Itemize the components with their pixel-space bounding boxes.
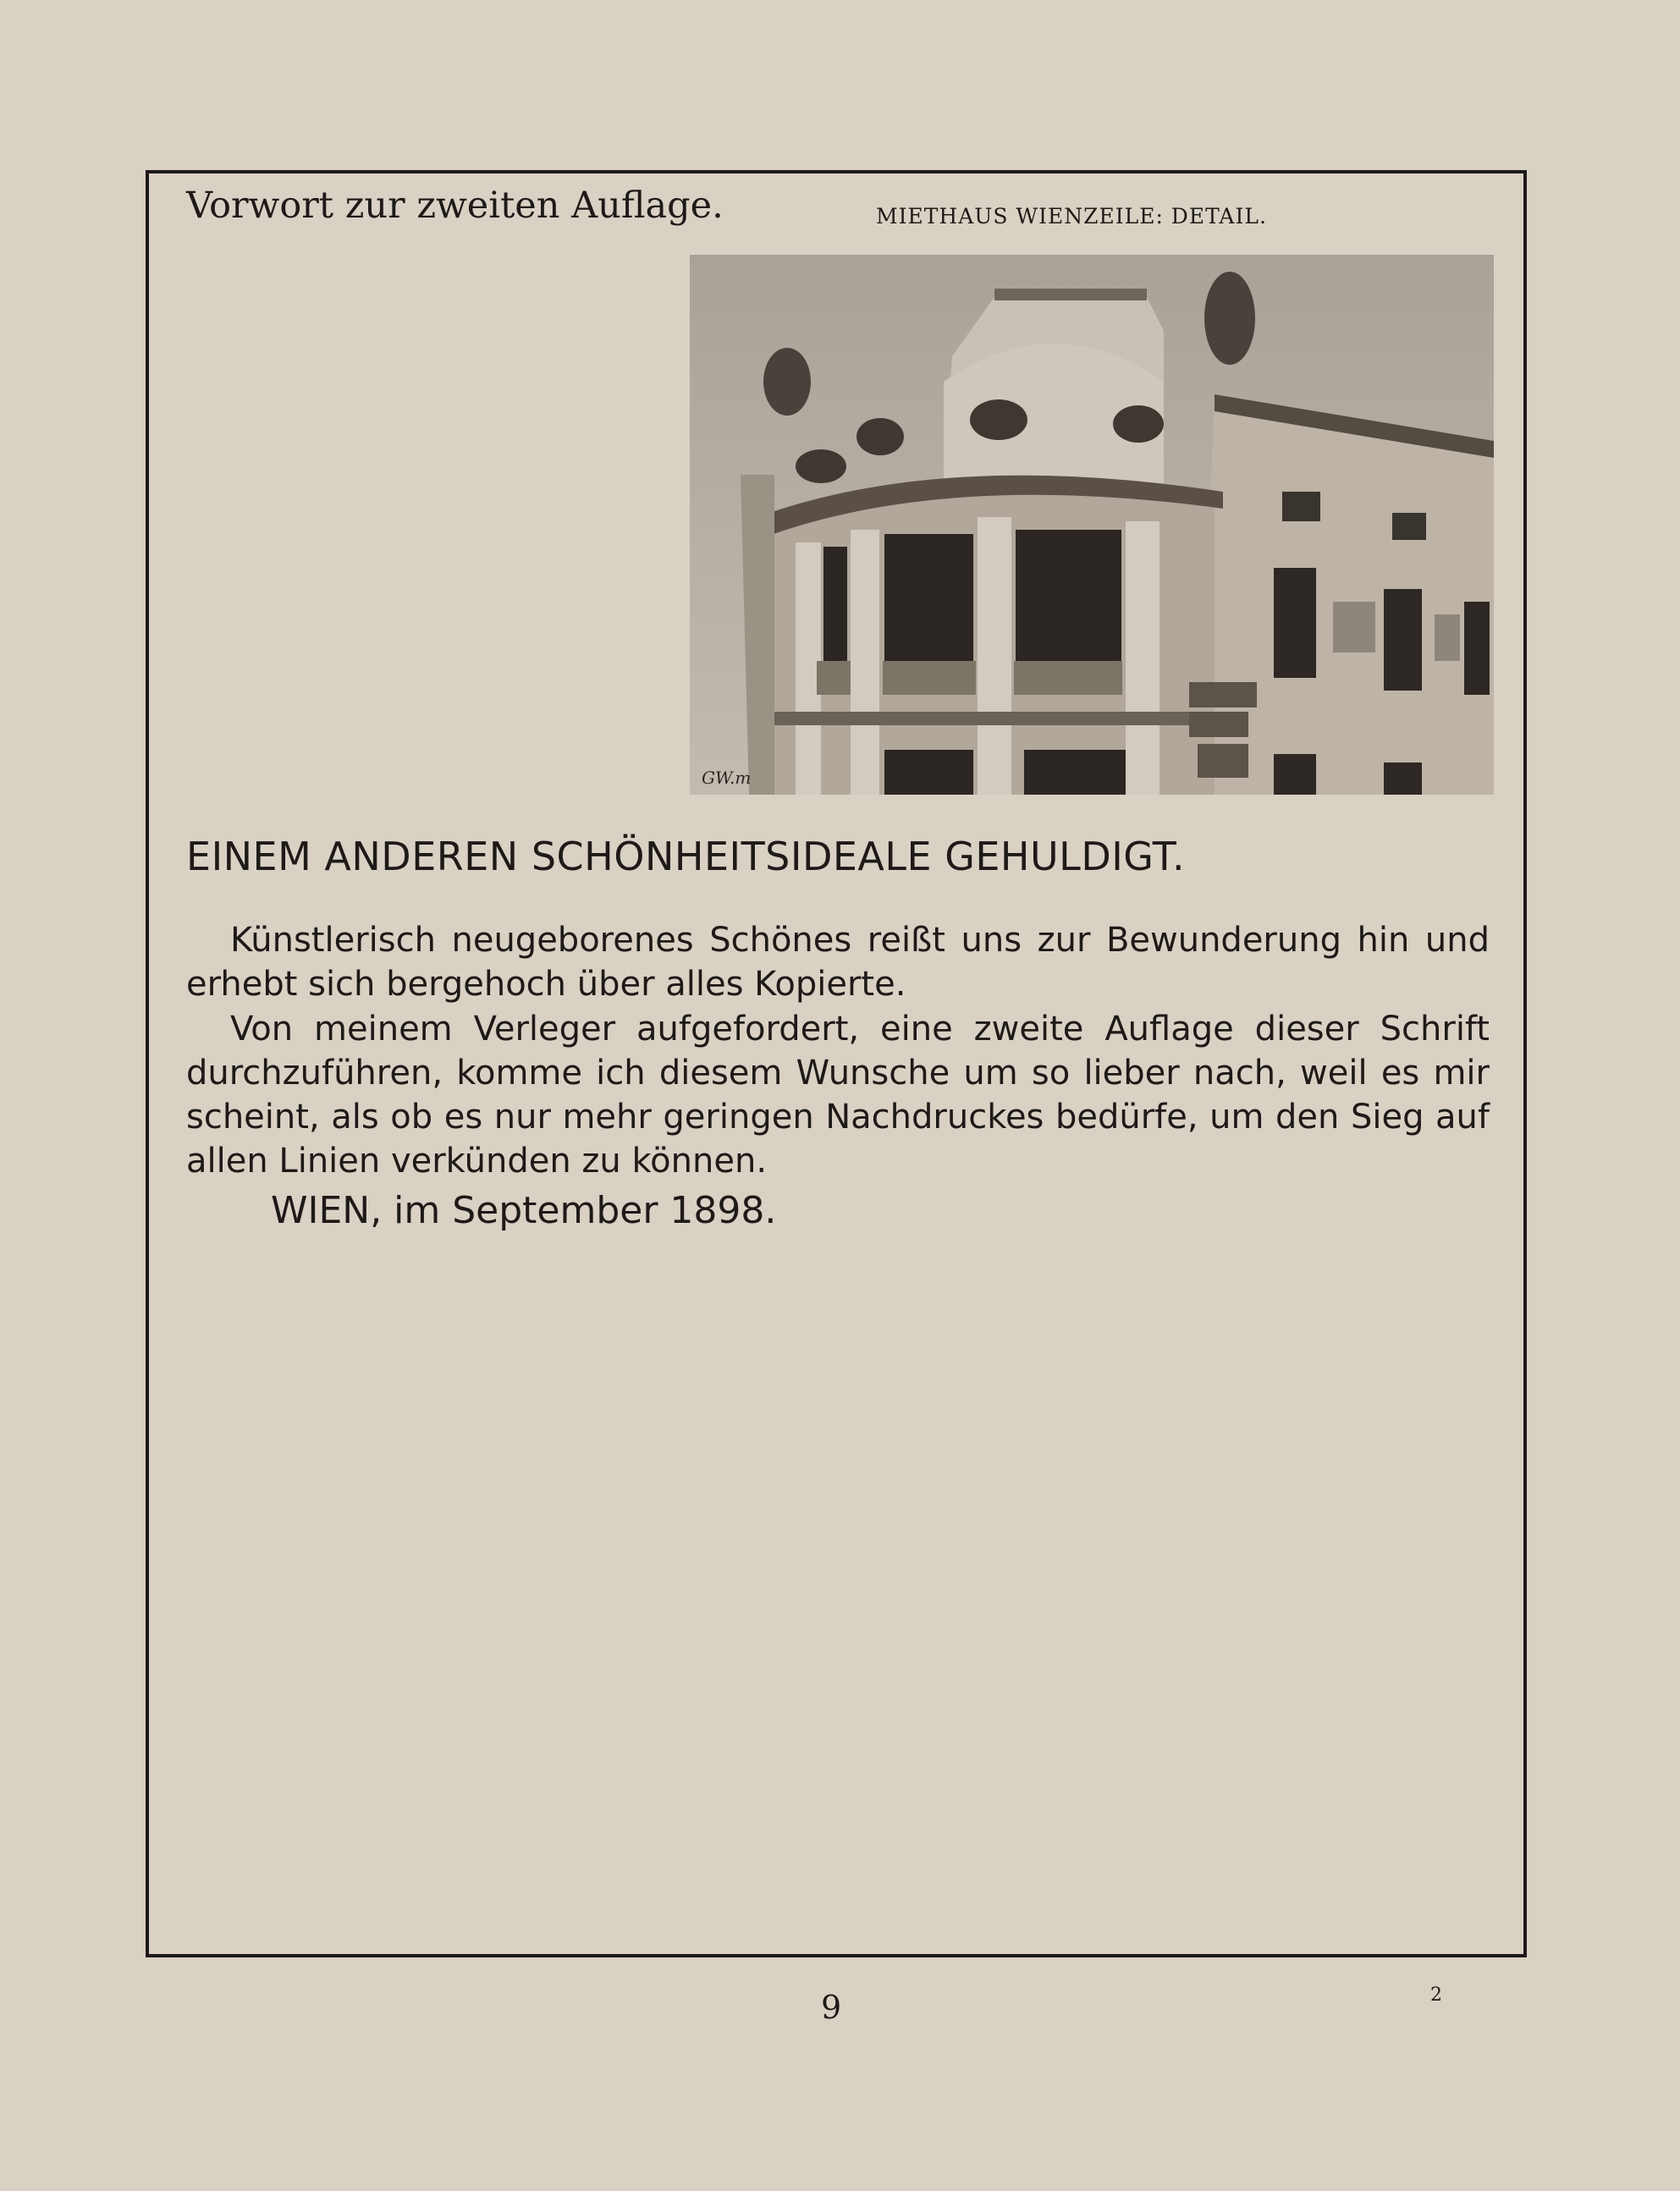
building-photograph <box>690 255 1494 795</box>
date-signoff: WIEN, im September 1898. <box>271 1189 777 1232</box>
page-number: 9 <box>821 1989 842 2026</box>
section-heading: EINEM ANDEREN SCHÖNHEITSIDEALE GEHULDIGT. <box>186 834 1186 879</box>
image-caption: MIETHAUS WIENZEILE: DETAIL. <box>876 204 1267 228</box>
body-paragraph: Künstlerisch neugeborenes Schönes reißt uns zur Bewunderung hin und erhebt sich bergehoch über alles Kopierte. <box>186 921 1490 1004</box>
running-header: Vorwort zur zweiten Auflage. <box>186 184 724 227</box>
body-paragraph: Von meinem Verleger aufgefordert, eine zweite Auflage dieser Schrift durchzuführen, komme ich diesem Wunsche um so lieber nach, weil es mir scheint, als ob es nur mehr geringen Nachdruckes bedürfe, um den Sieg auf allen Linien verkünden zu können. <box>186 1010 1490 1181</box>
building-illustration <box>690 255 1494 795</box>
artist-signature: GW.m <box>702 768 752 788</box>
sheet-signature-number: 2 <box>1430 1985 1442 2006</box>
